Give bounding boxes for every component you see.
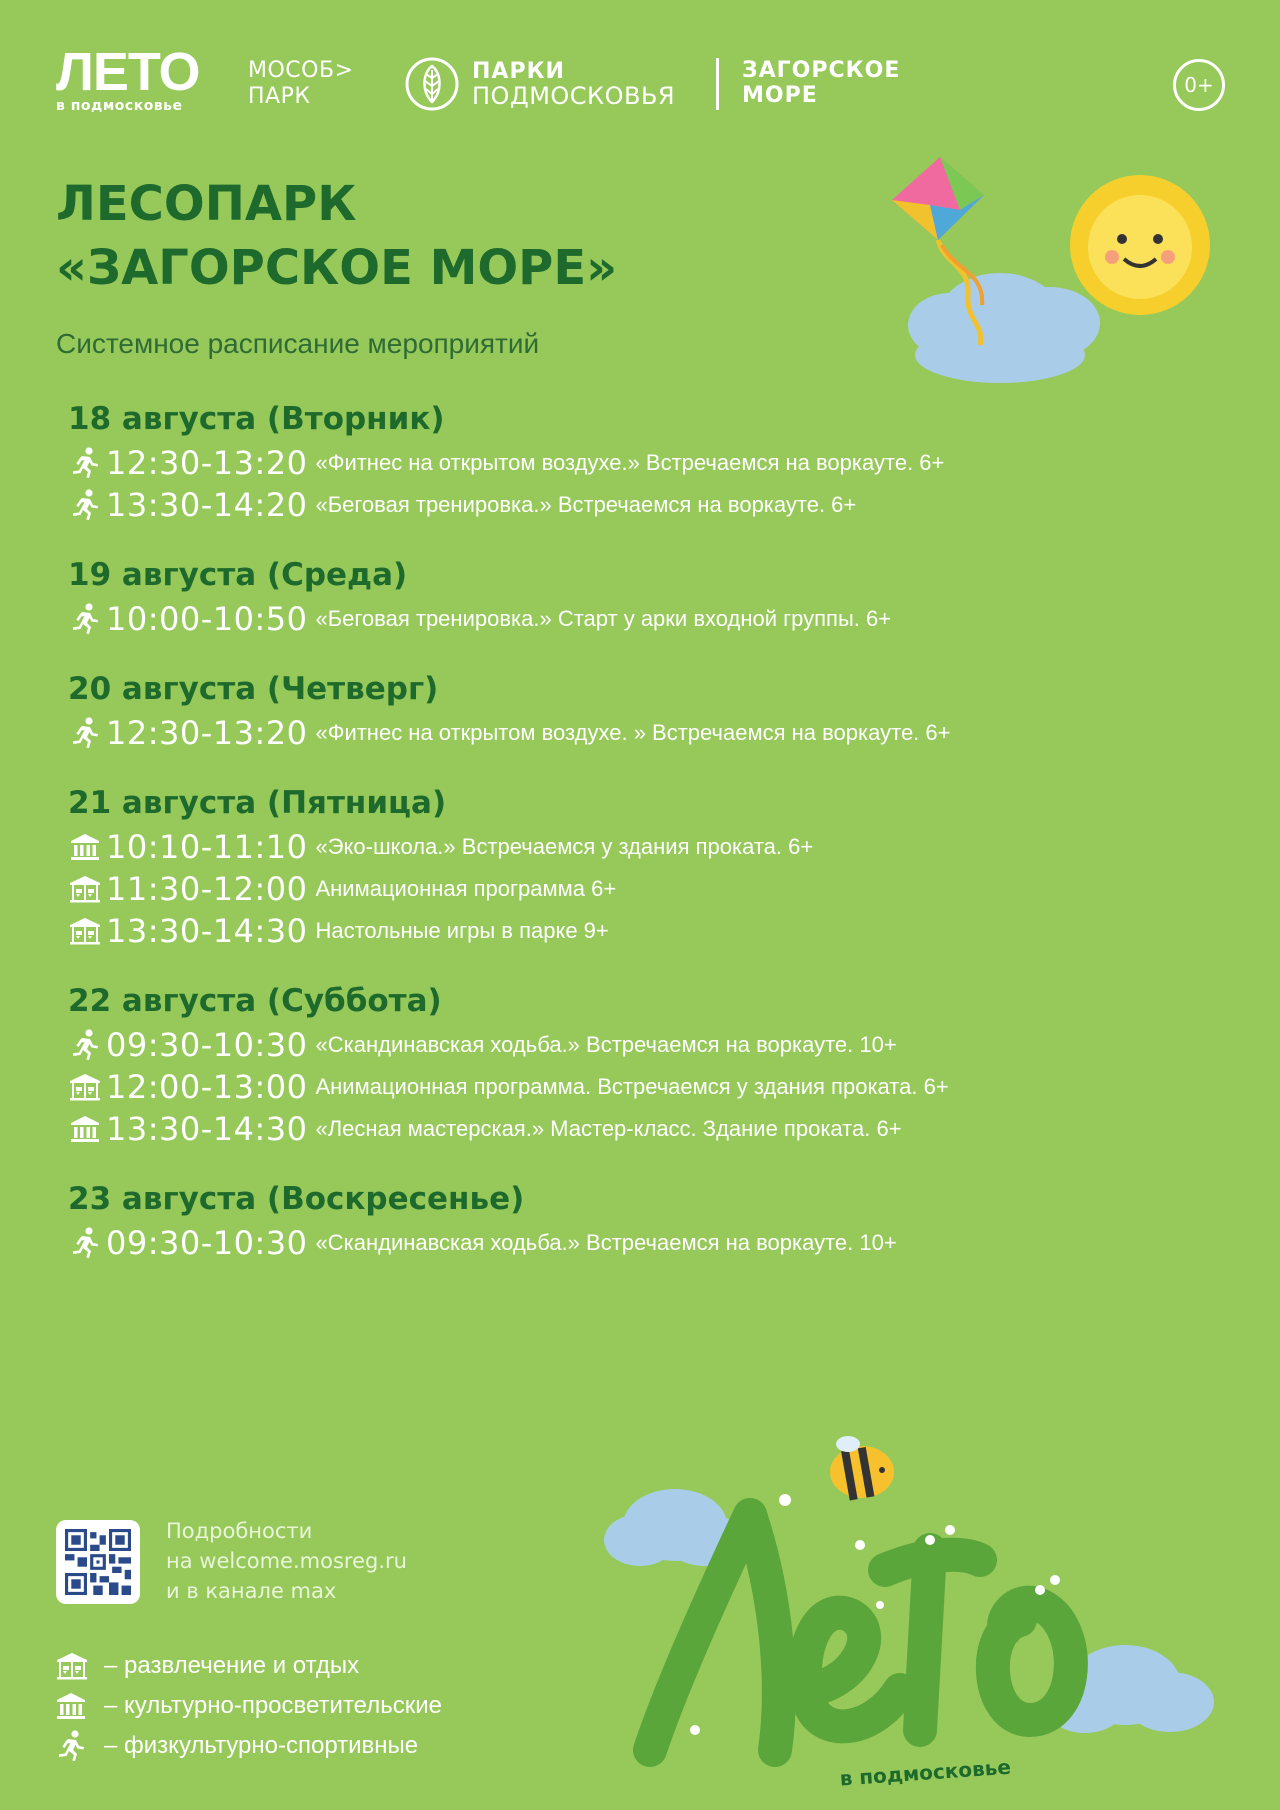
event-row	[68, 826, 1168, 868]
event-row	[68, 484, 1168, 526]
carousel-icon	[68, 872, 102, 906]
parki-line1: ПАРКИ	[472, 59, 565, 84]
day-title: 18 августа (Вторник)	[68, 401, 445, 437]
page-subtitle: Системное расписание мероприятий	[56, 328, 540, 359]
schedule-day	[68, 396, 1168, 526]
event-time: 13:30-14:20	[106, 486, 308, 524]
runner-icon	[68, 488, 102, 522]
museum-icon	[68, 1112, 102, 1146]
schedule-day	[68, 780, 1168, 952]
runner-icon	[68, 1028, 102, 1062]
runner-icon	[68, 1226, 102, 1260]
qr-code[interactable]	[56, 1520, 140, 1604]
day-title: 23 августа (Воскресенье)	[68, 1181, 525, 1217]
event-description: «Скандинавская ходьба.» Встречаемся на воркауте. 10+	[315, 1230, 897, 1255]
event-time: 13:30-14:30	[106, 912, 308, 950]
schedule	[68, 396, 1168, 1290]
carousel-icon	[68, 914, 102, 948]
museum-icon	[56, 1692, 90, 1720]
event-description: «Скандинавская ходьба.» Встречаемся на воркауте. 10+	[315, 1032, 897, 1057]
event-row	[68, 868, 1168, 910]
event-time: 12:00-13:00	[106, 1068, 308, 1106]
event-time: 12:30-13:20	[106, 714, 308, 752]
event-time: 10:10-11:10	[106, 828, 308, 866]
details-line1: Подробности	[166, 1519, 313, 1543]
details-line3: и в канале max	[166, 1579, 337, 1603]
legend-item	[56, 1686, 442, 1726]
qr-code-icon	[65, 1529, 131, 1595]
legend-text: – развлечение и отдых	[104, 1652, 360, 1679]
details-line2[interactable]: на welcome.mosreg.ru	[166, 1549, 407, 1573]
day-title: 21 августа (Пятница)	[68, 785, 447, 821]
schedule-day	[68, 552, 1168, 640]
cloud-icon	[908, 273, 1100, 383]
kite-sun-illustration	[890, 155, 1240, 395]
runner-icon	[68, 602, 102, 636]
schedule-day	[68, 1176, 1168, 1264]
event-time: 12:30-13:20	[106, 444, 308, 482]
event-description: «Беговая тренировка.» Встречаемся на воркауте. 6+	[315, 492, 857, 517]
bee-icon	[830, 1436, 894, 1501]
event-row	[68, 1108, 1168, 1150]
event-time: 13:30-14:30	[106, 1110, 308, 1148]
leto-grass-art	[600, 1430, 1240, 1800]
parki-line2: ПОДМОСКОВЬЯ	[472, 82, 676, 110]
runner-icon	[68, 446, 102, 480]
event-description: «Беговая тренировка.» Старт у арки входной группы. 6+	[315, 606, 892, 631]
zagorskoe-line2: МОРЕ	[742, 83, 818, 108]
event-time: 10:00-10:50	[106, 600, 308, 638]
leto-logo	[56, 42, 200, 114]
event-row	[68, 442, 1168, 484]
legend-item	[56, 1646, 442, 1686]
mosob-line1: МОСОБ>	[248, 58, 354, 83]
runner-icon	[68, 716, 102, 750]
event-description: Настольные игры в парке 9+	[315, 918, 609, 943]
legend-item	[56, 1726, 442, 1766]
event-description: «Эко-школа.» Встречаемся у здания проката. 6+	[315, 834, 814, 859]
schedule-day	[68, 978, 1168, 1150]
age-rating-badge: 0+	[1173, 59, 1225, 111]
schedule-day	[68, 666, 1168, 754]
event-description: Анимационная программа. Встречаемся у здания проката. 6+	[315, 1074, 949, 1099]
carousel-icon	[56, 1652, 90, 1680]
event-row	[68, 712, 1168, 754]
parki-podmoskovya-logo	[404, 56, 675, 112]
leto-logo-subtext: в подмосковье	[56, 98, 183, 114]
museum-icon	[68, 830, 102, 864]
event-row	[68, 1066, 1168, 1108]
details-text	[166, 1516, 407, 1606]
day-title: 20 августа (Четверг)	[68, 671, 439, 707]
zagorskoe-line1: ЗАГОРСКОЕ	[742, 58, 901, 83]
leaf-icon	[404, 56, 460, 112]
day-title: 19 августа (Среда)	[68, 557, 408, 593]
event-time: 09:30-10:30	[106, 1224, 308, 1262]
event-description: «Фитнес на открытом воздухе.» Встречаемся на воркауте. 6+	[315, 450, 945, 475]
day-title: 22 августа (Суббота)	[68, 983, 442, 1019]
event-description: Анимационная программа 6+	[315, 876, 617, 901]
leto-logo-text: ЛЕТО	[56, 42, 200, 102]
legend	[56, 1646, 442, 1766]
event-row	[68, 910, 1168, 952]
event-row	[68, 598, 1168, 640]
event-time: 11:30-12:00	[106, 870, 308, 908]
event-row	[68, 1222, 1168, 1264]
legend-text: – физкультурно-спортивные	[104, 1732, 419, 1759]
event-time: 09:30-10:30	[106, 1026, 308, 1064]
mosob-line2: ПАРК	[248, 84, 311, 109]
event-row	[68, 1024, 1168, 1066]
leto-art-subtext: в подмосковье	[838, 1754, 1012, 1791]
mosobpark-logo	[248, 58, 354, 110]
event-description: «Лесная мастерская.» Мастер-класс. Здание проката. 6+	[315, 1116, 902, 1141]
legend-text: – культурно-просветительские	[104, 1692, 442, 1719]
carousel-icon	[68, 1070, 102, 1104]
event-description: «Фитнес на открытом воздухе. » Встречаемся на воркауте. 6+	[315, 720, 951, 745]
sun-icon	[1070, 175, 1210, 315]
page-title	[56, 172, 617, 300]
zagorskoe-more-logo	[742, 58, 900, 108]
header-divider	[716, 58, 719, 110]
title-line1: ЛЕСОПАРК	[56, 176, 357, 232]
runner-icon	[56, 1730, 90, 1762]
title-line2: «ЗАГОРСКОЕ МОРЕ»	[56, 240, 618, 296]
